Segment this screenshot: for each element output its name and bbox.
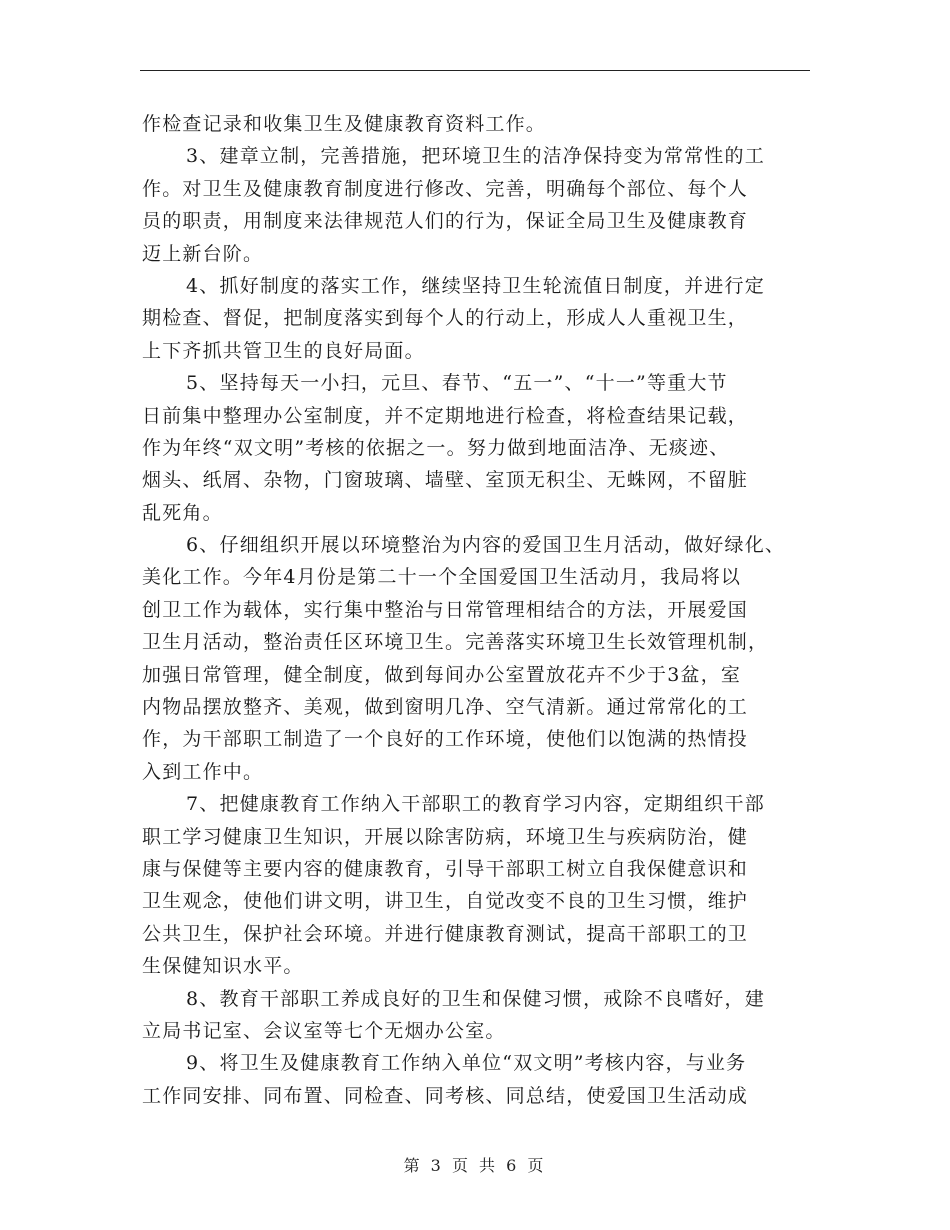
text-line: 期检查、督促，把制度落实到每个人的行动上，形成人人重视卫生，	[142, 307, 749, 330]
text-line: 乱死角。	[142, 501, 223, 524]
text-line: 作检查记录和收集卫生及健康教育资料工作。	[142, 113, 547, 135]
text-line: 7、把健康教育工作纳入干部职工的教育学习内容，定期组织干部	[186, 793, 765, 816]
text-line: 创卫工作为载体，实行集中整治与日常管理相结合的方法，开展爱国	[142, 598, 749, 621]
page-number: 第 3 页 共 6 页	[403, 1156, 547, 1175]
text-line: 上下齐抓共管卫生的良好局面。	[142, 339, 425, 362]
text-line: 美化工作。今年4月份是第二十一个全国爱国卫生活动月，我局将以	[142, 566, 742, 589]
text-line: 卫生月活动，整治责任区环境卫生。完善落实环境卫生长效管理机制，	[142, 631, 769, 654]
text-line: 工作同安排、同布置、同检查、同考核、同总结，使爱国卫生活动成	[142, 1084, 749, 1107]
text-line: 5、坚持每天一小扫，元旦、春节、“五一”、“十一”等重大节	[186, 372, 728, 395]
text-line: 作，为干部职工制造了一个良好的工作环境，使他们以饱满的热情投	[142, 728, 749, 751]
text-line: 加强日常管理，健全制度，做到每间办公室置放花卉不少于3盆，室	[142, 663, 742, 686]
text-line: 卫生观念，使他们讲文明，讲卫生，自觉改变不良的卫生习惯，维护	[142, 890, 749, 913]
document-body	[142, 108, 822, 1112]
text-line: 公共卫生，保护社会环境。并进行健康教育测试，提高干部职工的卫	[142, 922, 749, 945]
text-line: 日前集中整理办公室制度，并不定期地进行检查，将检查结果记载，	[142, 404, 749, 427]
text-line: 员的职责，用制度来法律规范人们的行为，保证全局卫生及健康教育	[142, 210, 749, 233]
text-line: 3、建章立制，完善措施，把环境卫生的洁净保持变为常常性的工	[186, 145, 765, 168]
text-line: 6、仔细组织开展以环境整治为内容的爱国卫生月活动，做好绿化、	[186, 534, 786, 557]
text-line: 立局书记室、会议室等七个无烟办公室。	[142, 1019, 506, 1042]
text-line: 生保健知识水平。	[142, 955, 304, 978]
text-line: 康与保健等主要内容的健康教育，引导干部职工树立自我保健意识和	[142, 857, 749, 880]
text-line: 职工学习健康卫生知识，开展以除害防病，环境卫生与疾病防治，健	[142, 825, 749, 848]
text-line: 作。对卫生及健康教育制度进行修改、完善，明确每个部位、每个人	[142, 177, 749, 200]
text-line: 8、教育干部职工养成良好的卫生和保健习惯，戒除不良嗜好，建	[186, 987, 765, 1010]
text-line: 烟头、纸屑、杂物，门窗玻璃、墙壁、室顶无积尘、无蛛网，不留脏	[142, 469, 749, 492]
text-line: 9、将卫生及健康教育工作纳入单位“双文明”考核内容，与业务	[186, 1052, 747, 1075]
text-line: 入到工作中。	[142, 760, 264, 783]
text-line: 内物品摆放整齐、美观，做到窗明几净、空气清新。通过常常化的工	[142, 696, 749, 719]
page-footer	[0, 1153, 950, 1176]
header-rule	[140, 70, 810, 71]
text-line: 作为年终“双文明”考核的依据之一。努力做到地面洁净、无痰迹、	[142, 436, 730, 459]
text-line: 4、抓好制度的落实工作，继续坚持卫生轮流值日制度，并进行定	[186, 274, 765, 297]
text-line: 迈上新台阶。	[142, 242, 264, 265]
